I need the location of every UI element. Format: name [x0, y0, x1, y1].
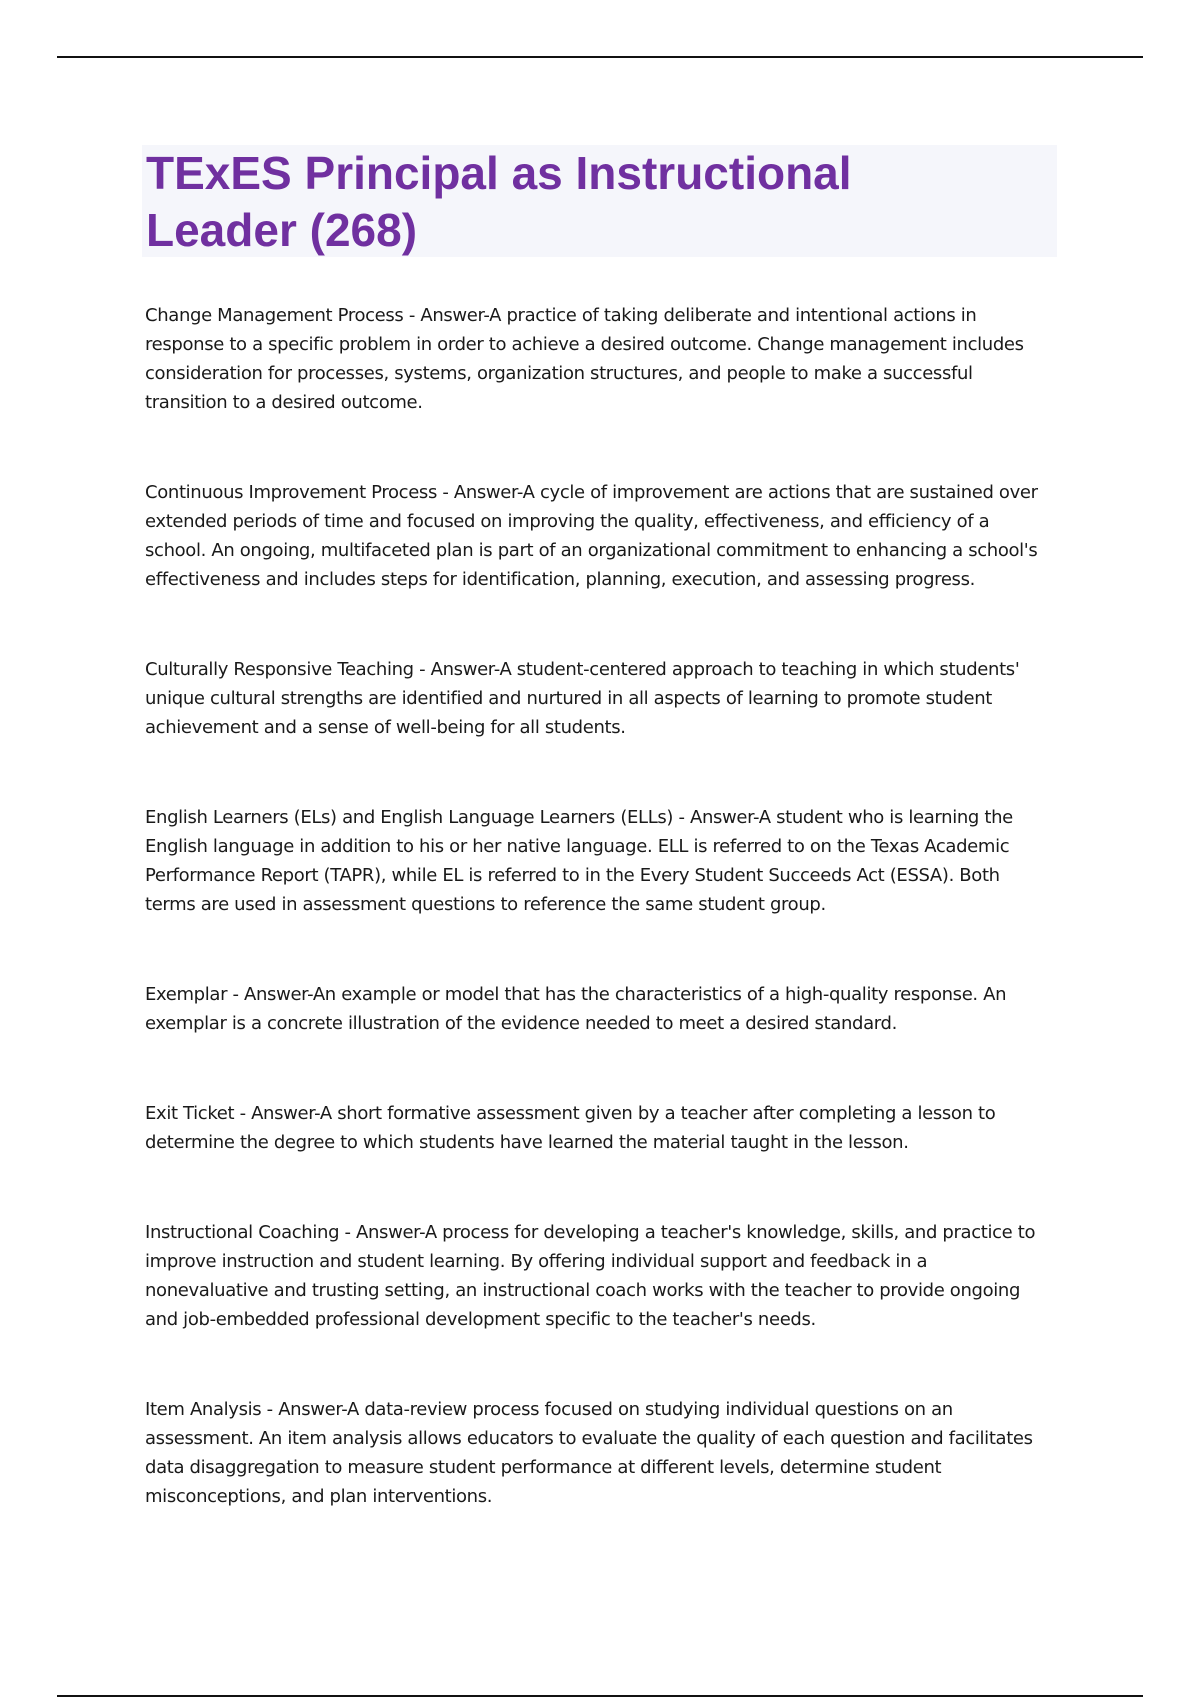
top-rule: [57, 56, 1143, 58]
entry-english-learners: English Learners (ELs) and English Language Learners (ELLs) - Answer-A student who is learning the English language in addition to his or her native language. ELL is referred to on the Texas Academic Performance Report (TAPR), while EL is referred to in the Every Student Succeeds Act (ESSA). Both terms are used in assessment questions to reference the same student group.: [145, 807, 1013, 915]
entry-culturally-responsive-teaching: Culturally Responsive Teaching - Answer-A student-centered approach to teaching in which students' unique cultural strengths are identified and nurtured in all aspects of learning to promote student achievement and a sense of well-being for all students.: [145, 659, 1020, 738]
bottom-rule: [57, 1695, 1143, 1697]
entry-continuous-improvement-process: Continuous Improvement Process - Answer-A cycle of improvement are actions that are sustained over extended periods of time and focused on improving the quality, effectiveness, and efficiency of a school. An ongoing, multifaceted plan is part of an organizational commitment to enhancing a school's effectiveness and includes steps for identification, planning, execution, and assessing progress.: [145, 482, 1038, 590]
entry-exemplar: Exemplar - Answer-An example or model that has the characteristics of a high-quality response. An exemplar is a concrete illustration of the evidence needed to meet a desired standard.: [145, 984, 1007, 1034]
title-line-2: Leader (268): [146, 204, 418, 256]
entry-instructional-coaching: Instructional Coaching - Answer-A process for developing a teacher's knowledge, skills, and practice to improve instruction and student learning. By offering individual support and feedback in a nonevaluative and trusting setting, an instructional coach works with the teacher to provide ongoing and job-embedded professional development specific to the teacher's needs.: [145, 1222, 1036, 1330]
entry-change-management-process: Change Management Process - Answer-A practice of taking deliberate and intentional actions in response to a specific problem in order to achieve a desired outcome. Change management includes consideration for processes, systems, organization structures, and people to make a successful transition to a desired outcome.: [145, 305, 1024, 413]
page-title: [146, 145, 1046, 259]
glossary-entries: [145, 301, 1055, 1511]
title-line-1: TExES Principal as Instructional: [146, 147, 852, 199]
entry-item-analysis: Item Analysis - Answer-A data-review process focused on studying individual questions on an assessment. An item analysis allows educators to evaluate the quality of each question and facilitates data disaggregation to measure student performance at different levels, determine student misconceptions, and plan interventions.: [145, 1399, 1033, 1507]
entry-exit-ticket: Exit Ticket - Answer-A short formative assessment given by a teacher after completing a lesson to determine the degree to which students have learned the material taught in the lesson.: [145, 1103, 996, 1153]
